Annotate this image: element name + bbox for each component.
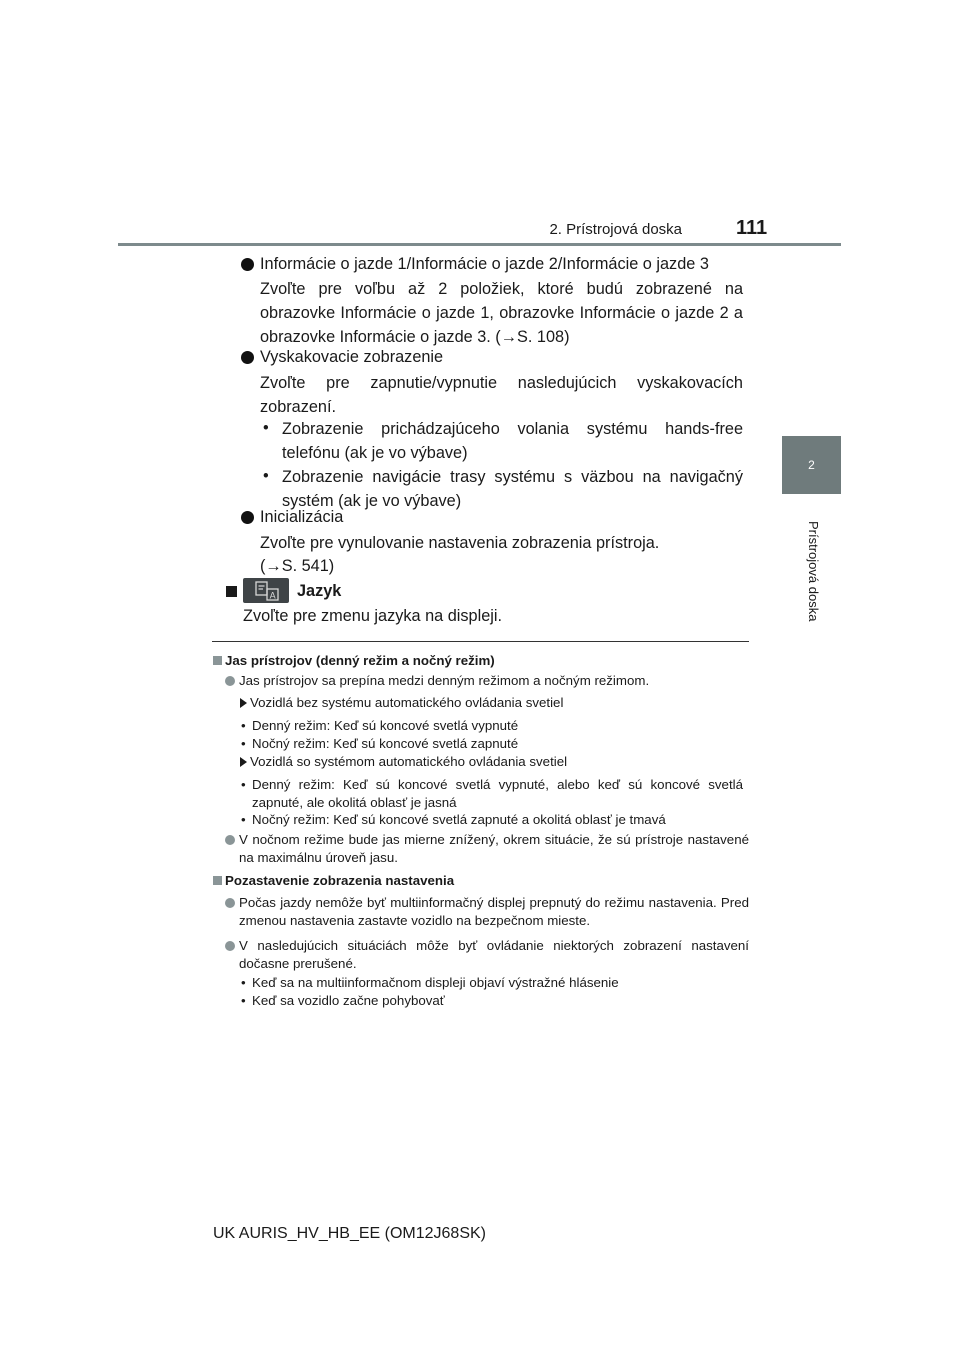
item-title: Vyskakovacie zobrazenie [260,348,444,366]
notes-divider [212,641,749,642]
language-body: Zvoľte pre zmenu jazyka na displeji. [243,607,503,625]
header-rule [118,243,841,246]
note-title: Jas prístrojov (denný režim a nočný režim) [225,653,495,668]
bullet-dot [241,511,254,524]
item-title: Informácie o jazde 1/Informácie o jazde 2/Informácie o jazde 3 [260,255,709,273]
note-subheading: Vozidlá bez systému automatického ovládania svetiel [250,695,564,710]
section-title: 2. Prístrojová doska [549,221,682,238]
list-item: • Nočný režim: Keď sú koncové svetlá zapnuté [241,735,519,751]
item-body: Zvoľte pre voľbu až 2 položiek, ktoré budú zobrazené na obrazovke Informácie o jazde 1, obrazovke Informácie o jazde 2 a obrazovke Informácie o jazde 3. (→S. 108) [260,280,743,346]
arrow-icon [240,757,247,767]
language-title: Jazyk [297,582,342,600]
note-text: V nočnom režime bude jas mierne znížený, okrem situácie, že sú prístroje nastavené na maximálnu úroveň jasu. [239,832,749,865]
page-number: 111 [736,217,768,239]
list-item: • Zobrazenie prichádzajúceho volania systému hands-free telefónu (ak je vo výbave) [263,419,743,462]
section-square [226,586,237,597]
list-item: • Keď sa vozidlo začne pohybovať [241,992,445,1008]
note-square [213,876,222,885]
note-list [241,717,749,752]
note-subheading: Vozidlá so systémom automatického ovládania svetiel [250,754,568,769]
language-icon [243,578,289,603]
note-square [213,656,222,665]
note-dot [225,676,235,686]
note-dot [225,898,235,908]
svg-text:A: A [269,590,276,601]
note-text: Počas jazdy nemôže byť multiinformačný displej prepnutý do režimu nastavenia. Pred zmenou nastavenia zastavte vozidlo na bezpečnom mieste. [239,895,749,928]
list-item: • Denný režim: Keď sú koncové svetlá vypnuté [241,718,519,733]
note-list [241,776,749,829]
document-code: UK AURIS_HV_HB_EE (OM12J68SK) [213,1225,486,1242]
note-dot [225,835,235,845]
bullet-dot [241,258,254,271]
list-item: • Keď sa na multiinformačnom displeji objaví výstražné hlásenie [241,975,619,990]
note-text: V nasledujúcich situáciách môže byť ovládanie niektorých zobrazení nastavení dočasne prerušené. [239,938,749,971]
note-list [241,974,749,1009]
item-title: Inicializácia [260,508,344,526]
list-item: • Nočný režim: Keď sú koncové svetlá zapnuté a okolitá oblasť je tmavá [241,812,666,827]
note-text: Jas prístrojov sa prepína medzi denným režimom a nočným režimom. [239,673,650,688]
bullet-dot [241,351,254,364]
item-body: Zvoľte pre vynulovanie nastavenia zobrazenia prístroja. [260,534,660,552]
list-item: • Zobrazenie navigácie trasy systému s väzbou na navigačný systém (ak je vo výbave) [263,467,743,510]
item-body: Zvoľte pre zapnutie/vypnutie nasledujúcich vyskakovacích zobrazení. [260,374,743,416]
chapter-number: 2 [808,458,815,472]
note-dot [225,941,235,951]
page-reference: (→S. 541) [260,557,335,575]
bullet-list [263,417,743,513]
chapter-label: Prístrojová doska [806,521,821,622]
list-item: • Denný režim: Keď sú koncové svetlá vypnuté, alebo keď sú koncové svetlá zapnuté, ale okolitá oblasť je jasná [241,777,743,810]
chapter-tab[interactable] [782,436,841,494]
note-title: Pozastavenie zobrazenia nastavenia [225,873,455,888]
arrow-icon [240,698,247,708]
